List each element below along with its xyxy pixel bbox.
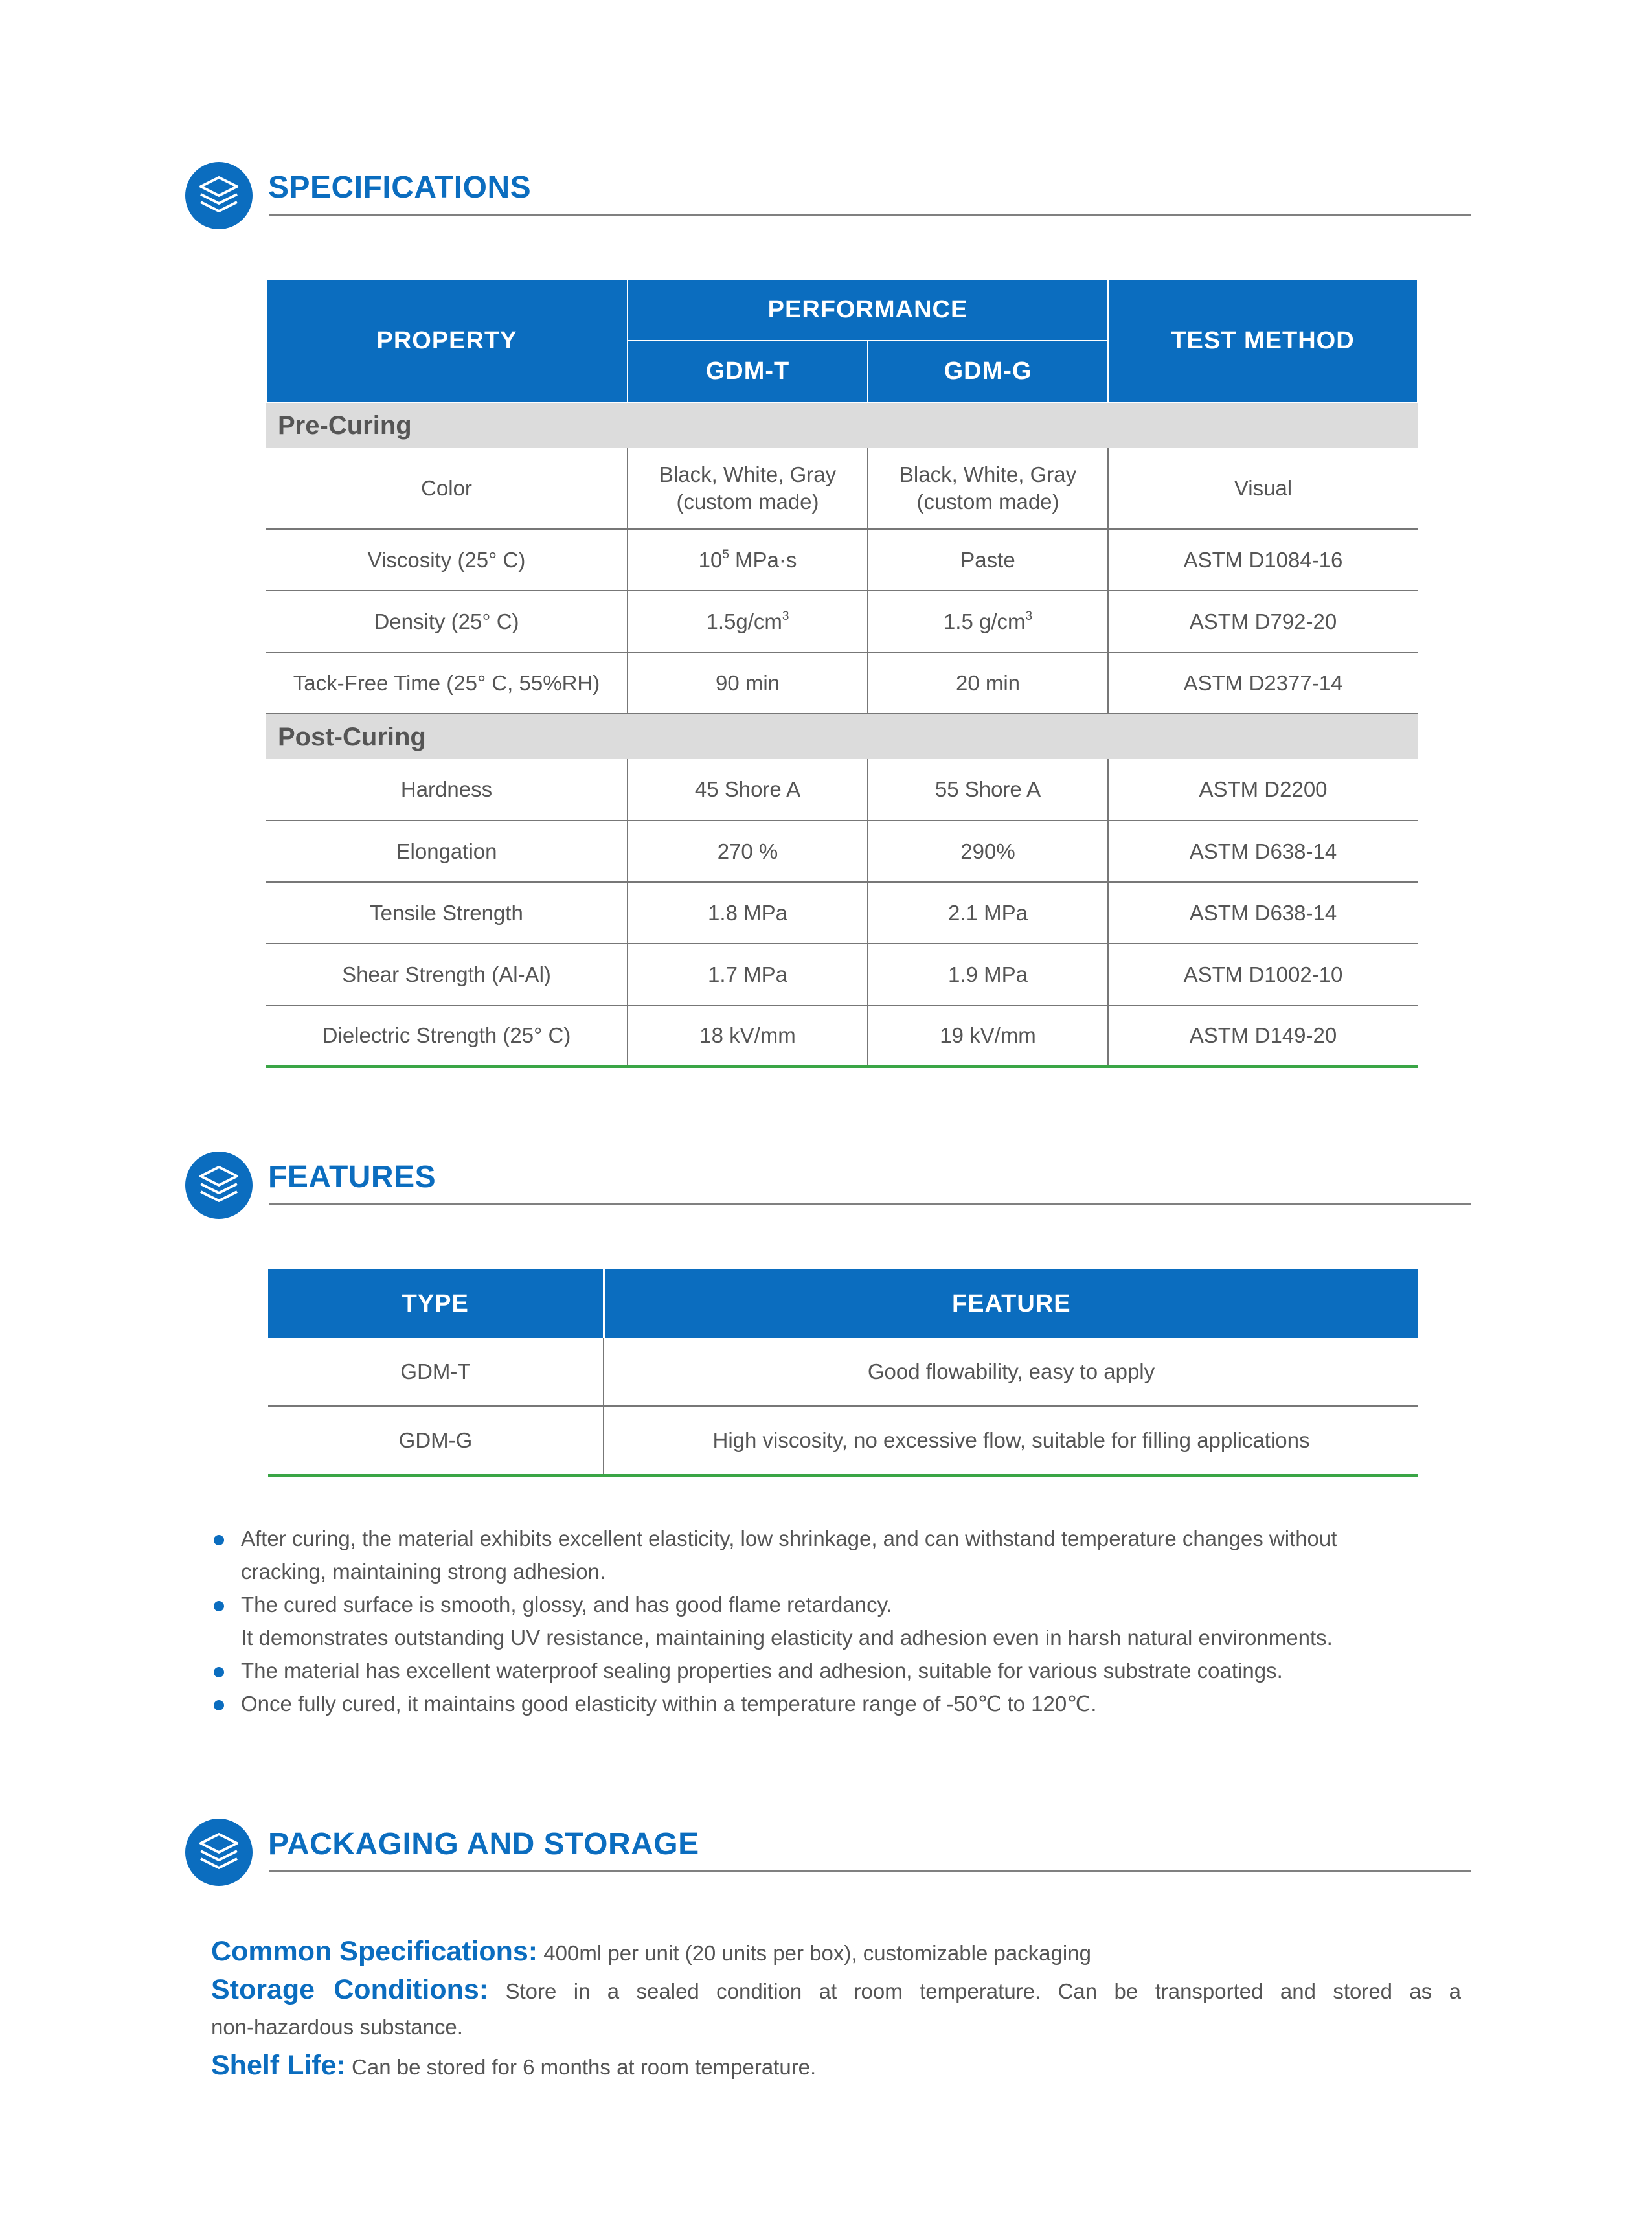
table-row bbox=[266, 944, 1418, 1005]
cell-property: Elongation bbox=[266, 821, 628, 882]
cell-gdm-t: $1.5g/cm^3$ bbox=[628, 591, 868, 652]
section-divider bbox=[269, 1203, 1471, 1205]
cell-gdm-t: 90 min bbox=[628, 652, 868, 714]
bullet-dot-icon bbox=[214, 1700, 224, 1710]
cell-property: Tensile Strength bbox=[266, 882, 628, 944]
header-type: TYPE bbox=[268, 1269, 604, 1338]
cell-method: Visual bbox=[1108, 448, 1418, 529]
group-pre-curing: Pre-Curing bbox=[266, 402, 1418, 448]
cell-method: ASTM D149-20 bbox=[1108, 1005, 1418, 1067]
cell-property: Tack-Free Time (25° C, 55%RH) bbox=[266, 652, 628, 714]
cell-property: Shear Strength (Al-Al) bbox=[266, 944, 628, 1005]
list-item: The material has excellent waterproof sealing properties and adhesion, suitable for various substrate coatings. bbox=[214, 1654, 1470, 1687]
table-row bbox=[266, 882, 1418, 944]
table-row bbox=[268, 1406, 1418, 1475]
cell-method: ASTM D638-14 bbox=[1108, 821, 1418, 882]
cell-gdm-t: 1.8 MPa bbox=[628, 882, 868, 944]
specifications-heading bbox=[185, 162, 1480, 233]
cell-gdm-t: $10^5$ MPa·s bbox=[628, 529, 868, 591]
cell-gdm-t: Black, White, Gray (custom made) bbox=[628, 448, 868, 529]
header-performance: PERFORMANCE bbox=[628, 279, 1108, 341]
list-item: Once fully cured, it maintains good elasticity within a temperature range of -50℃ to 120℃. bbox=[214, 1687, 1470, 1720]
header-gdm-t: GDM-T bbox=[628, 341, 868, 402]
cell-gdm-g: Black, White, Gray (custom made) bbox=[868, 448, 1108, 529]
group-post-curing: Post-Curing bbox=[266, 714, 1418, 759]
shelf-life bbox=[211, 2047, 1461, 2086]
cell-gdm-g: 20 min bbox=[868, 652, 1108, 714]
header-test-method: TEST METHOD bbox=[1108, 279, 1418, 402]
cell-method: ASTM D2377-14 bbox=[1108, 652, 1418, 714]
cell-feature: Good flowability, easy to apply bbox=[604, 1338, 1418, 1406]
cell-property: Viscosity (25° C) bbox=[266, 529, 628, 591]
cell-gdm-g: Paste bbox=[868, 529, 1108, 591]
cell-gdm-t: 18 kV/mm bbox=[628, 1005, 868, 1067]
cell-gdm-g: 1.5 $g/cm^3$ bbox=[868, 591, 1108, 652]
features-table bbox=[268, 1269, 1418, 1477]
layers-icon bbox=[185, 1152, 253, 1219]
storage-conditions bbox=[211, 1971, 1461, 2010]
table-row bbox=[268, 1338, 1418, 1406]
list-item: After curing, the material exhibits excellent elasticity, low shrinkage, and can withstand temperature changes without cracking, maintaining strong adhesion. bbox=[214, 1522, 1470, 1588]
specifications-table bbox=[266, 278, 1418, 1068]
cell-method: ASTM D792-20 bbox=[1108, 591, 1418, 652]
features-heading bbox=[185, 1152, 1480, 1223]
storage-conditions-label: Storage Conditions: bbox=[211, 1974, 489, 2005]
cell-method: ASTM D2200 bbox=[1108, 759, 1418, 821]
bullet-dot-icon bbox=[214, 1601, 224, 1611]
section-divider bbox=[269, 214, 1471, 216]
cell-gdm-g: 55 Shore A bbox=[868, 759, 1108, 821]
storage-conditions-continued: non-hazardous substance. bbox=[211, 2015, 463, 2039]
table-row bbox=[266, 529, 1418, 591]
cell-gdm-g: 19 kV/mm bbox=[868, 1005, 1108, 1067]
section-title-packaging: PACKAGING AND STORAGE bbox=[268, 1827, 699, 1861]
header-gdm-g: GDM-G bbox=[868, 341, 1108, 402]
cell-gdm-g: 2.1 MPa bbox=[868, 882, 1108, 944]
cell-type: GDM-G bbox=[268, 1406, 604, 1475]
layers-icon bbox=[185, 162, 253, 229]
cell-property: Density (25° C) bbox=[266, 591, 628, 652]
shelf-life-value: Can be stored for 6 months at room temperature. bbox=[352, 2055, 817, 2079]
cell-property: Color bbox=[266, 448, 628, 529]
section-divider bbox=[269, 1870, 1471, 1872]
table-row bbox=[266, 759, 1418, 821]
feature-bullet-list bbox=[214, 1522, 1470, 1720]
table-row bbox=[266, 652, 1418, 714]
cell-gdm-g: 290% bbox=[868, 821, 1108, 882]
cell-property: Hardness bbox=[266, 759, 628, 821]
cell-method: ASTM D1002-10 bbox=[1108, 944, 1418, 1005]
header-property: PROPERTY bbox=[266, 279, 628, 402]
header-feature: FEATURE bbox=[604, 1269, 1418, 1338]
table-row bbox=[266, 1005, 1418, 1067]
cell-method: ASTM D1084-16 bbox=[1108, 529, 1418, 591]
common-specifications-label: Common Specifications: bbox=[211, 1936, 538, 1967]
cell-gdm-t: 270 % bbox=[628, 821, 868, 882]
section-title-specifications: SPECIFICATIONS bbox=[268, 170, 532, 205]
table-row bbox=[266, 591, 1418, 652]
common-specifications-value: 400ml per unit (20 units per box), customizable packaging bbox=[543, 1941, 1091, 1965]
storage-conditions-value: Store in a sealed condition at room temperature. Can be transported and stored as a bbox=[505, 1979, 1462, 2003]
list-item: The cured surface is smooth, glossy, and has good flame retardancy. It demonstrates outstanding UV resistance, maintaining elasticity and adhesion even in harsh natural environments. bbox=[214, 1588, 1470, 1654]
table-row bbox=[266, 448, 1418, 529]
shelf-life-label: Shelf Life: bbox=[211, 2050, 346, 2081]
packaging-heading bbox=[185, 1819, 1480, 1890]
cell-property: Dielectric Strength (25° C) bbox=[266, 1005, 628, 1067]
bullet-dot-icon bbox=[214, 1535, 224, 1545]
bullet-dot-icon bbox=[214, 1667, 224, 1677]
cell-type: GDM-T bbox=[268, 1338, 604, 1406]
cell-gdm-g: 1.9 MPa bbox=[868, 944, 1108, 1005]
section-title-features: FEATURES bbox=[268, 1160, 436, 1194]
cell-gdm-t: 45 Shore A bbox=[628, 759, 868, 821]
common-specifications bbox=[211, 1933, 1461, 1972]
layers-icon bbox=[185, 1819, 253, 1886]
cell-feature: High viscosity, no excessive flow, suitable for filling applications bbox=[604, 1406, 1418, 1475]
cell-gdm-t: 1.7 MPa bbox=[628, 944, 868, 1005]
table-row bbox=[266, 821, 1418, 882]
cell-method: ASTM D638-14 bbox=[1108, 882, 1418, 944]
